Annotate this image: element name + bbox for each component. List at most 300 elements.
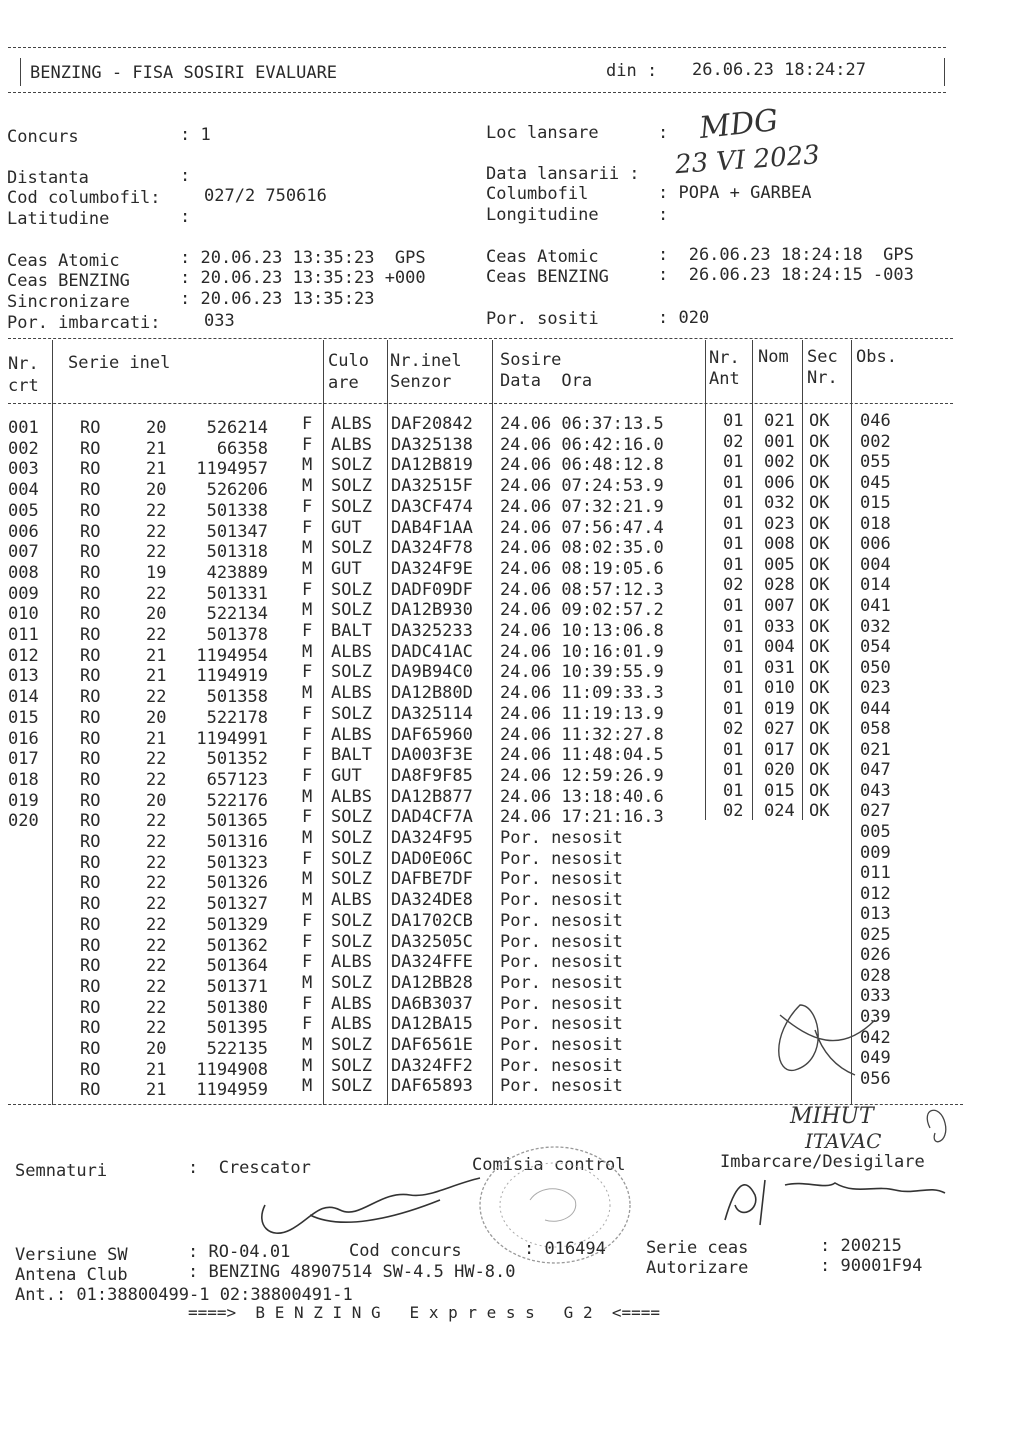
cell-inel: 657123	[206, 769, 268, 790]
cell-sex: F	[302, 848, 313, 869]
cell-inel: 1194957	[196, 459, 268, 480]
cell-crt: 002	[8, 438, 39, 459]
header-sec-nr: Nr.	[807, 368, 838, 388]
data-lansarii-label: Data lansarii :	[486, 164, 640, 184]
benzing-express-banner: ====> B E N Z I N G E x p r e s s G 2 <====	[188, 1303, 661, 1322]
header-obs: Obs.	[856, 347, 897, 367]
cell-tara: RO	[80, 832, 101, 852]
cell-obs: 018	[860, 513, 891, 534]
cell-ant: 01	[723, 534, 744, 555]
document-title: BENZING - FISA SOSIRI EVALUARE	[30, 63, 338, 83]
cell-senzor: DA1702CB	[391, 910, 473, 931]
header-senzor: Senzor	[390, 372, 452, 392]
cell-tara: RO	[80, 935, 101, 956]
cell-sex: F	[302, 910, 313, 931]
cell-ant: 01	[723, 678, 744, 699]
header-bottom-rule	[8, 92, 946, 93]
cell-cul: SOLZ	[331, 931, 372, 952]
cell-ant: 01	[723, 760, 744, 781]
cell-cul: SOLZ	[331, 662, 372, 683]
cell-cul: ALBS	[331, 952, 372, 973]
cell-sec: OK	[809, 760, 830, 781]
cell-senzor: DA325233	[391, 621, 473, 641]
header-sec: Sec	[807, 347, 838, 367]
cell-tara: RO	[80, 500, 101, 521]
cell-tara: RO	[80, 811, 101, 832]
cell-an: 22	[146, 500, 167, 521]
cell-tara: RO	[80, 749, 101, 770]
cell-senzor: DA325138	[391, 434, 473, 455]
cell-cul: SOLZ	[331, 579, 372, 600]
cell-an: 22	[146, 976, 167, 997]
cell-tara: RO	[80, 976, 101, 997]
cell-tara: RO	[80, 583, 101, 604]
cell-obs: 041	[860, 595, 891, 616]
cell-ant: 01	[723, 698, 744, 719]
ceas-benzing-value-left: : 20.06.23 13:35:23 +000	[180, 268, 426, 288]
cell-nom: 021	[764, 411, 795, 431]
cell-obs: 011	[860, 863, 891, 884]
cell-crt: 003	[8, 459, 39, 480]
cell-cul: ALBS	[331, 786, 372, 807]
cell-sosire: Por. nesosit	[500, 972, 623, 993]
cell-senzor: DAF65960	[391, 724, 473, 745]
cell-senzor: DA003F3E	[391, 745, 473, 766]
cell-ant: 01	[723, 472, 744, 493]
header-nr-ant: Nr.	[709, 348, 740, 368]
cell-sex: F	[302, 952, 313, 973]
cell-crt: 006	[8, 521, 39, 542]
cell-inel: 522135	[206, 1039, 268, 1059]
header-left-border	[20, 58, 21, 86]
cell-obs: 023	[860, 678, 891, 699]
cell-inel: 522178	[206, 707, 268, 728]
cell-cul: ALBS	[331, 641, 372, 662]
cell-nom: 031	[764, 657, 795, 678]
cell-ant: 01	[723, 637, 744, 658]
cell-ant: 01	[723, 411, 744, 431]
cod-concurs-label: Cod concurs	[349, 1241, 462, 1261]
cell-ant: 01	[723, 452, 744, 473]
cell-inel: 522176	[206, 790, 268, 811]
cell-ant: 01	[723, 616, 744, 637]
header-nom: Nom	[758, 347, 789, 367]
cell-cul: SOLZ	[331, 538, 372, 559]
cell-cul: SOLZ	[331, 1035, 372, 1055]
distanta-label: Distanta	[7, 168, 89, 188]
cell-obs: 005	[860, 822, 891, 842]
cell-obs: 002	[860, 431, 891, 452]
cell-cul: SOLZ	[331, 703, 372, 724]
cell-nom: 019	[764, 698, 795, 719]
cell-sex: F	[302, 993, 313, 1014]
cell-cul: GUT	[331, 765, 362, 786]
cell-senzor: DA325114	[391, 703, 473, 724]
cell-an: 22	[146, 914, 167, 935]
cell-sex: M	[302, 558, 313, 579]
cell-inel: 501318	[206, 542, 268, 563]
cell-cul: ALBS	[331, 683, 372, 704]
cell-obs: 058	[860, 719, 891, 740]
cell-tara: RO	[80, 707, 101, 728]
cell-cul: ALBS	[331, 1014, 372, 1035]
cell-tara: RO	[80, 562, 101, 583]
cell-inel: 501364	[206, 956, 268, 977]
cell-obs: 049	[860, 1048, 891, 1069]
cell-sec: OK	[809, 513, 830, 534]
cell-sec: OK	[809, 493, 830, 514]
cell-cul: SOLZ	[331, 869, 372, 890]
cell-inel: 1194991	[196, 728, 268, 749]
cell-cul: SOLZ	[331, 476, 372, 497]
comisia-control-label: Comisia control	[472, 1155, 626, 1175]
cell-an: 22	[146, 749, 167, 770]
cell-sex: F	[302, 807, 313, 828]
cell-inel: 501371	[206, 976, 268, 997]
cell-sex: F	[302, 765, 313, 786]
cell-crt: 020	[8, 811, 39, 832]
cell-crt: 019	[8, 790, 39, 811]
cell-inel: 501326	[206, 873, 268, 894]
cell-crt: 010	[8, 604, 39, 625]
ceas-benzing-label-left: Ceas BENZING	[7, 271, 130, 291]
imbarcare-signature-icon	[715, 1165, 955, 1235]
cross-out-scribble-icon	[760, 985, 890, 1085]
cell-crt: 009	[8, 583, 39, 604]
handwritten-loc-date	[674, 100, 950, 181]
din-value: 26.06.23 18:24:27	[692, 60, 866, 80]
cell-senzor: DAD0E06C	[391, 848, 473, 869]
cell-an: 21	[146, 459, 167, 480]
cell-tara: RO	[80, 1080, 101, 1101]
cell-sex: F	[302, 579, 313, 600]
cell-crt: 017	[8, 749, 39, 770]
header-nr-inel: Nr.inel	[390, 351, 462, 371]
cell-obs: 027	[860, 801, 891, 822]
cell-an: 20	[146, 707, 167, 728]
cell-nom: 010	[764, 678, 795, 699]
cell-an: 19	[146, 562, 167, 583]
concurs-label: Concurs	[7, 127, 79, 147]
cell-sosire: 24.06 09:02:57.2	[500, 600, 664, 621]
cell-nom: 020	[764, 760, 795, 781]
cell-tara: RO	[80, 645, 101, 666]
sositi-label: Por. sositi	[486, 309, 599, 329]
cell-obs: 033	[860, 986, 891, 1007]
cell-sec: OK	[809, 554, 830, 575]
svg-text:ITAVAC: ITAVAC	[805, 1129, 882, 1153]
cell-crt: 008	[8, 562, 39, 583]
ceas-atomic-label-right: Ceas Atomic	[486, 247, 599, 267]
cell-an: 22	[146, 625, 167, 645]
cell-sec: OK	[809, 595, 830, 616]
cell-tara: RO	[80, 687, 101, 708]
antena-club-value: : BENZING 48907514 SW-4.5 HW-8.0	[188, 1262, 516, 1282]
antena-club-label: Antena Club	[15, 1265, 128, 1285]
loc-lansare-value: :	[658, 123, 669, 143]
cell-cul: SOLZ	[331, 1076, 372, 1097]
cell-obs: 009	[860, 842, 891, 863]
cell-sec: OK	[809, 575, 830, 596]
cell-sosire: 24.06 10:16:01.9	[500, 641, 664, 662]
versiune-sw-value: : RO-04.01	[188, 1242, 291, 1262]
svg-text:MIHUT: MIHUT	[790, 1104, 874, 1129]
distanta-value: :	[180, 166, 191, 186]
din-label: din :	[606, 61, 658, 81]
cell-sex: F	[302, 931, 313, 952]
cell-inel: 526206	[206, 480, 268, 501]
loc-lansare-label: Loc lansare	[486, 123, 599, 143]
cell-an: 22	[146, 873, 167, 894]
cell-sosire: 24.06 10:39:55.9	[500, 662, 664, 683]
cell-sex: M	[302, 683, 313, 704]
cell-an: 22	[146, 894, 167, 915]
cell-sosire: Por. nesosit	[500, 1055, 623, 1076]
cell-senzor: DA12BA15	[391, 1014, 473, 1035]
cell-inel: 501338	[206, 500, 268, 521]
cell-crt: 001	[8, 418, 39, 438]
cell-cul: SOLZ	[331, 807, 372, 828]
cell-obs: 043	[860, 780, 891, 801]
cell-inel: 423889	[206, 562, 268, 583]
cell-sosire: Por. nesosit	[500, 1076, 623, 1097]
cell-crt: 014	[8, 687, 39, 708]
cell-ant: 02	[723, 431, 744, 452]
cell-tara: RO	[80, 873, 101, 894]
col-divider-nom	[802, 340, 803, 820]
cell-ant: 01	[723, 493, 744, 514]
cell-tara: RO	[80, 769, 101, 790]
cell-obs: 006	[860, 534, 891, 555]
cell-sex: F	[302, 745, 313, 766]
cell-tara: RO	[80, 914, 101, 935]
cell-sec: OK	[809, 801, 830, 822]
cell-obs: 028	[860, 965, 891, 986]
cell-tara: RO	[80, 438, 101, 459]
cell-cul: GUT	[331, 558, 362, 579]
cell-an: 22	[146, 832, 167, 852]
cell-sosire: 24.06 08:02:35.0	[500, 538, 664, 559]
cell-cul: BALT	[331, 621, 372, 641]
cell-sosire: 24.06 17:21:16.3	[500, 807, 664, 828]
latitudine-value: :	[180, 207, 191, 227]
cell-inel: 501378	[206, 625, 268, 645]
cell-sec: OK	[809, 719, 830, 740]
cell-cul: SOLZ	[331, 600, 372, 621]
cell-sec: OK	[809, 472, 830, 493]
cell-nom: 032	[764, 493, 795, 514]
cell-an: 20	[146, 480, 167, 501]
cell-an: 22	[146, 997, 167, 1018]
cell-sosire: 24.06 11:19:13.9	[500, 703, 664, 724]
cell-nom: 002	[764, 452, 795, 473]
cell-an: 20	[146, 790, 167, 811]
cell-sosire: Por. nesosit	[500, 828, 623, 848]
cell-nom: 028	[764, 575, 795, 596]
svg-text:MDG: MDG	[697, 103, 780, 147]
cell-obs: 039	[860, 1006, 891, 1027]
cell-an: 21	[146, 728, 167, 749]
cell-sosire: Por. nesosit	[500, 890, 623, 911]
col-divider-sosire	[705, 340, 706, 820]
serie-ceas-value: : 200215	[820, 1236, 902, 1256]
cell-tara: RO	[80, 728, 101, 749]
cell-senzor: DAF6561E	[391, 1035, 473, 1055]
sincronizare-value: : 20.06.23 13:35:23	[180, 289, 375, 309]
header-serie-inel: Serie inel	[68, 353, 171, 373]
cell-sosire: Por. nesosit	[500, 1014, 623, 1035]
cell-inel: 522134	[206, 604, 268, 625]
cell-ant: 01	[723, 513, 744, 534]
cell-sec: OK	[809, 739, 830, 760]
cell-tara: RO	[80, 666, 101, 687]
cell-an: 22	[146, 583, 167, 604]
cell-cul: SOLZ	[331, 496, 372, 517]
cell-an: 20	[146, 604, 167, 625]
cell-ant: 01	[723, 554, 744, 575]
cell-cul: ALBS	[331, 993, 372, 1014]
cell-tara: RO	[80, 521, 101, 542]
cell-sex: M	[302, 641, 313, 662]
cell-cul: SOLZ	[331, 972, 372, 993]
cell-ant: 02	[723, 801, 744, 822]
longitudine-label: Longitudine	[486, 205, 599, 225]
cell-crt: 016	[8, 728, 39, 749]
cell-cul: SOLZ	[331, 828, 372, 848]
cell-sex: F	[302, 517, 313, 538]
cell-inel: 1194954	[196, 645, 268, 666]
cell-inel: 501329	[206, 914, 268, 935]
cell-an: 22	[146, 521, 167, 542]
cell-an: 21	[146, 645, 167, 666]
cell-crt: 018	[8, 769, 39, 790]
cell-cul: GUT	[331, 517, 362, 538]
cell-senzor: DA12BB28	[391, 972, 473, 993]
header-top-rule	[8, 47, 946, 48]
cell-ant: 01	[723, 595, 744, 616]
cell-sex: M	[302, 476, 313, 497]
cell-sex: M	[302, 1076, 313, 1097]
crescator-signature-icon	[250, 1170, 490, 1250]
cell-nom: 004	[764, 637, 795, 658]
cell-crt: 012	[8, 645, 39, 666]
cell-an: 21	[146, 666, 167, 687]
cell-an: 21	[146, 1059, 167, 1080]
cell-obs: 045	[860, 472, 891, 493]
cod-concurs-value: : 016494	[524, 1239, 606, 1259]
cell-nom: 006	[764, 472, 795, 493]
cell-ant: 01	[723, 780, 744, 801]
cell-sosire: Por. nesosit	[500, 910, 623, 931]
header-are: are	[328, 373, 359, 393]
sincronizare-label: Sincronizare	[7, 292, 130, 312]
cell-senzor: DAF65893	[391, 1076, 473, 1097]
sositi-value: : 020	[658, 308, 710, 328]
header-right-border	[944, 58, 945, 86]
imbarcare-desigilare-label: Imbarcare/Desigilare	[720, 1152, 925, 1172]
cell-cul: ALBS	[331, 434, 372, 455]
cell-sosire: 24.06 11:32:27.8	[500, 724, 664, 745]
cell-sex: F	[302, 496, 313, 517]
col-divider-culoare	[387, 340, 388, 1105]
cell-senzor: DA9B94C0	[391, 662, 473, 683]
cell-obs: 025	[860, 924, 891, 945]
header-nr: Nr.	[8, 354, 39, 374]
cell-obs: 013	[860, 904, 891, 925]
cell-nom: 033	[764, 616, 795, 637]
cod-columbofil-value: 027/2 750616	[204, 186, 327, 206]
cell-inel: 501380	[206, 997, 268, 1018]
cell-senzor: DA32505C	[391, 931, 473, 952]
cell-senzor: DA324F78	[391, 538, 473, 559]
cell-obs: 044	[860, 698, 891, 719]
cell-ant: 01	[723, 739, 744, 760]
autorizare-value: : 90001F94	[820, 1256, 923, 1276]
cell-obs: 026	[860, 945, 891, 966]
cell-sex: F	[302, 621, 313, 641]
cell-sex: M	[302, 890, 313, 911]
cell-sosire: 24.06 12:59:26.9	[500, 765, 664, 786]
cell-sex: M	[302, 786, 313, 807]
cell-nom: 001	[764, 431, 795, 452]
cell-tara: RO	[80, 625, 101, 645]
cell-inel: 501316	[206, 832, 268, 852]
ceas-benzing-value-right: : 26.06.23 18:24:15 -003	[658, 265, 914, 285]
cod-columbofil-label: Cod columbofil:	[7, 188, 161, 208]
longitudine-value: :	[658, 205, 669, 225]
imbarcati-value: 033	[204, 311, 235, 331]
cell-senzor: DA324F9E	[391, 558, 473, 579]
cell-sosire: 24.06 08:57:12.3	[500, 579, 664, 600]
cell-an: 20	[146, 418, 167, 438]
cell-tara: RO	[80, 604, 101, 625]
col-divider-serie	[323, 340, 324, 1105]
cell-cul: SOLZ	[331, 1055, 372, 1076]
ceas-benzing-label-right: Ceas BENZING	[486, 267, 609, 287]
cell-obs: 014	[860, 575, 891, 596]
table-header-rule	[8, 403, 953, 404]
cell-nom: 015	[764, 780, 795, 801]
cell-sec: OK	[809, 534, 830, 555]
cell-ant: 01	[723, 657, 744, 678]
ceas-atomic-value-right: : 26.06.23 18:24:18 GPS	[658, 245, 914, 265]
cell-obs: 050	[860, 657, 891, 678]
cell-sec: OK	[809, 411, 830, 431]
cell-obs: 055	[860, 452, 891, 473]
cell-sosire: 24.06 07:56:47.4	[500, 517, 664, 538]
columbofil-value: : POPA + GARBEA	[658, 183, 812, 203]
cell-nom: 008	[764, 534, 795, 555]
cell-cul: SOLZ	[331, 455, 372, 476]
cell-cul: SOLZ	[331, 848, 372, 869]
versiune-sw-label: Versiune SW	[15, 1245, 128, 1265]
cell-sec: OK	[809, 678, 830, 699]
cell-nom: 024	[764, 801, 795, 822]
cell-obs: 054	[860, 637, 891, 658]
handwritten-names	[780, 1098, 980, 1158]
cell-an: 21	[146, 438, 167, 459]
cell-senzor: DA324FF2	[391, 1055, 473, 1076]
cell-sosire: 24.06 06:42:16.0	[500, 434, 664, 455]
cell-crt: 013	[8, 666, 39, 687]
cell-senzor: DAD4CF7A	[391, 807, 473, 828]
cell-nom: 005	[764, 554, 795, 575]
cell-obs: 012	[860, 883, 891, 904]
semnaturi-label: Semnaturi	[15, 1161, 108, 1181]
cell-senzor: DA32515F	[391, 476, 473, 497]
cell-sosire: 24.06 13:18:40.6	[500, 786, 664, 807]
header-culo: Culo	[328, 351, 369, 371]
